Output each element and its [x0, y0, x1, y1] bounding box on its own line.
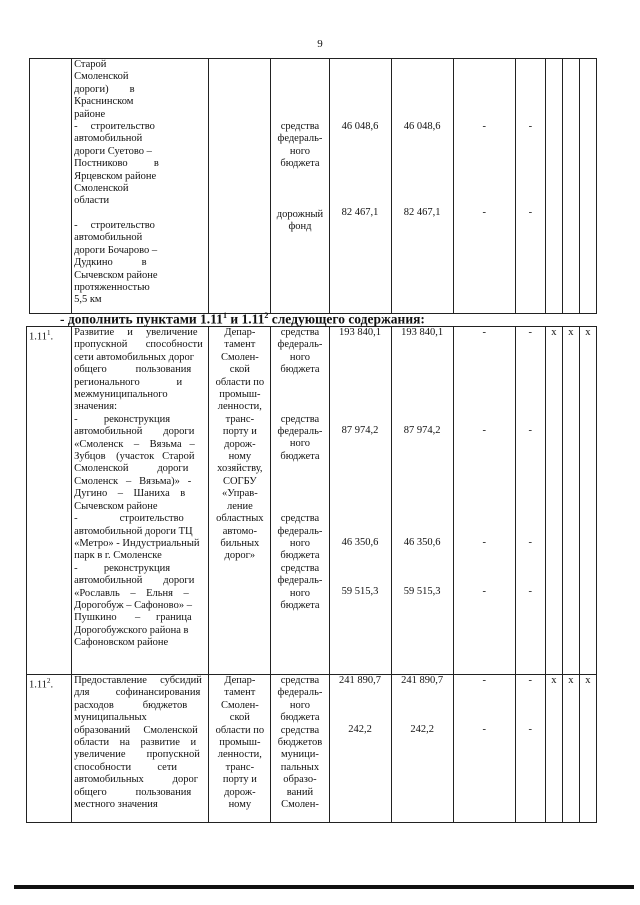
source-line: бюджета: [280, 550, 320, 562]
executor-line: порту и: [222, 774, 257, 786]
desc-line: Пушкино – граница: [74, 612, 192, 624]
desc-line: пропускной способности: [74, 339, 203, 351]
desc-line: автомобильной дороги: [74, 575, 195, 587]
source-line: федераль-: [277, 575, 323, 587]
heading-text: следующего содержания:: [268, 311, 425, 327]
desc-line: общего пользования: [74, 364, 192, 376]
executor-line: «Управ-: [221, 488, 258, 500]
dash-text: -: [528, 207, 533, 219]
desc-line: Дорогобужского района в: [74, 624, 189, 636]
desc-line: Сычевском районе: [74, 269, 158, 281]
source-line: фонд: [288, 221, 312, 233]
source-line: средства: [280, 513, 320, 525]
desc-line: Смоленской дороги: [74, 463, 189, 475]
executor-line: ленности,: [217, 749, 262, 761]
dash-text: -: [482, 724, 486, 736]
source-line: бюджета: [280, 364, 320, 376]
source-line: ного: [289, 587, 311, 599]
x-mark-cell: x: [562, 675, 579, 823]
desc-line: Сычевском районе: [74, 500, 158, 512]
x-mark-cell: x: [562, 327, 579, 675]
executor-line: ление: [226, 500, 253, 512]
heading-sup: 2: [264, 311, 269, 320]
desc-line: 5,5 км: [74, 294, 102, 306]
continued-table: [29, 58, 597, 314]
value-text: 87 974,2: [341, 425, 379, 437]
dash-cell: [453, 675, 515, 823]
desc-line: муниципальных: [74, 712, 147, 724]
value-text: 82 467,1: [403, 207, 441, 219]
desc-line: - строительство: [74, 219, 155, 231]
desc-line: протяженностью: [74, 281, 150, 293]
page-number: 9: [317, 38, 323, 50]
dash-text: -: [528, 724, 533, 736]
item-number-text: 1.11: [29, 331, 47, 343]
value-text: 82 467,1: [341, 207, 379, 219]
description-cell: [72, 675, 209, 823]
dash-text: -: [482, 207, 487, 219]
empty-cell: [545, 59, 562, 314]
dash-text: -: [528, 536, 533, 548]
executor-line: области по: [215, 376, 265, 388]
x-mark-cell: x: [579, 675, 596, 823]
source-line: ного: [289, 699, 311, 711]
source-line: средства: [280, 675, 320, 686]
value-text: 241 890,7: [339, 675, 382, 686]
dash-cell: [515, 327, 545, 675]
dash-text: -: [528, 586, 533, 598]
desc-line: - строительство: [74, 121, 155, 133]
value-text: 242,2: [348, 724, 372, 736]
executor-cell: [209, 327, 271, 675]
desc-line: значения:: [74, 401, 118, 413]
executor-line: СОГБУ: [222, 475, 257, 487]
source-line: бюджета: [280, 600, 320, 612]
executor-line: промыш-: [219, 737, 261, 749]
desc-line: Ярцевском районе: [74, 170, 157, 182]
value-text: 242,2: [410, 724, 434, 736]
table-row: [27, 327, 597, 675]
description-cell: [72, 327, 209, 675]
dash-text: -: [528, 121, 533, 132]
desc-line: автомобильной: [74, 232, 143, 244]
executor-line: хозяйству,: [217, 463, 263, 475]
desc-line: сети автомобильных дорог: [74, 351, 195, 363]
item-number-text: 1.11: [29, 679, 47, 691]
desc-line: Зубцов (участок Старой: [74, 451, 195, 463]
source-line: ного: [289, 145, 311, 157]
source-cell: [271, 327, 329, 675]
source-line: средства: [280, 327, 320, 338]
desc-line: автомобильной дороги: [74, 426, 195, 438]
desc-line: - реконструкция: [74, 562, 171, 574]
source-line: средства: [280, 562, 320, 574]
desc-line: «Смоленск – Вязьма –: [74, 438, 195, 450]
desc-line: «Метро» - Индустриальный: [74, 537, 200, 549]
dash-text: -: [528, 327, 533, 338]
executor-line: тамент: [224, 339, 256, 351]
desc-line: «Рославль – Ельня –: [74, 587, 189, 599]
dash-cell: [453, 327, 515, 675]
desc-line: для софинансирования: [74, 687, 201, 699]
value-cell: [391, 675, 453, 823]
desc-line: - строительство: [74, 513, 184, 525]
dash-cell: [515, 675, 545, 823]
heading-text: - дополнить пунктами 1.11: [60, 311, 223, 327]
executor-line: транс-: [225, 413, 255, 425]
source-line: бюджета: [280, 712, 320, 724]
value-text: 46 350,6: [403, 536, 441, 548]
description-cell: [72, 59, 209, 314]
value-cell: [329, 327, 391, 675]
executor-line: автомо-: [222, 525, 257, 537]
number-cell: [30, 59, 72, 314]
value-text: 59 515,3: [403, 586, 441, 598]
desc-line: Смоленской: [74, 71, 129, 83]
source-cell: [271, 675, 329, 823]
desc-line: автомобильной дороги ТЦ: [74, 525, 193, 537]
executor-line: дорож-: [224, 438, 256, 450]
source-cell: [271, 59, 329, 314]
source-line: пальных: [280, 761, 320, 773]
source-line: средства: [280, 413, 320, 425]
dash-cell: [453, 59, 515, 314]
executor-line: промыш-: [219, 389, 261, 401]
value-text: 241 890,7: [401, 675, 444, 686]
desc-line: Смоленской: [74, 183, 129, 195]
source-line: образо-: [283, 774, 317, 786]
executor-line: Депар-: [224, 327, 256, 338]
desc-line: Постниково в: [74, 158, 159, 170]
desc-line: общего пользования: [74, 786, 192, 798]
source-line: средства: [280, 121, 320, 132]
desc-line: регионального и: [74, 376, 183, 388]
value-cell: [329, 59, 391, 314]
desc-line: Дугино – Шаниха в: [74, 488, 186, 500]
dash-text: -: [482, 121, 487, 132]
desc-line: области на развитие и: [74, 737, 197, 749]
value-text: 46 350,6: [341, 536, 379, 548]
source-line: ваний: [286, 786, 314, 798]
table-row: [27, 675, 597, 823]
desc-line: районе: [74, 108, 106, 120]
source-line: Смолен-: [281, 799, 319, 811]
desc-line: Предоставление субсидий: [74, 675, 202, 686]
dash-text: -: [482, 327, 486, 338]
dash-cell: [515, 59, 545, 314]
value-text: 46 048,6: [341, 121, 379, 132]
executor-line: бильных: [220, 537, 260, 549]
desc-line: Дудкино в: [74, 257, 147, 269]
executor-line: областных: [216, 513, 264, 525]
executor-line: дорог»: [224, 550, 256, 562]
empty-cell: [562, 59, 579, 314]
executor-line: порту и: [222, 426, 257, 438]
source-line: бюджета: [280, 450, 320, 462]
source-line: ного: [289, 538, 311, 550]
desc-line: Смоленск – Вязьма)» -: [74, 475, 192, 487]
heading-sup: 1: [222, 311, 227, 320]
x-mark-cell: x: [579, 327, 596, 675]
dash-text: -: [528, 425, 533, 437]
source-line: бюджетов: [277, 737, 323, 749]
source-line: федераль-: [277, 687, 323, 699]
desc-line: - реконструкция: [74, 413, 171, 425]
desc-line: дороги Суетово –: [74, 145, 152, 157]
desc-line: автомобильной: [74, 133, 143, 145]
bottom-rule: [14, 885, 634, 889]
desc-line: области: [74, 195, 110, 207]
dash-text: -: [482, 536, 486, 548]
value-text: 87 974,2: [403, 425, 441, 437]
heading-text: и 1.11: [226, 311, 265, 327]
desc-line: образований Смоленской: [74, 724, 198, 736]
executor-line: ному: [228, 451, 252, 463]
source-line: федераль-: [277, 339, 323, 351]
value-text: 193 840,1: [339, 327, 382, 338]
item-number: 1.11$^2$.: [27, 675, 72, 823]
executor-line: Смолен-: [220, 699, 259, 711]
desc-line: Сафоновском районе: [74, 637, 169, 649]
desc-line: парк в г. Смоленске: [74, 550, 162, 562]
executor-line: ленности,: [217, 401, 262, 413]
desc-line: дороги) в: [74, 83, 135, 95]
source-line: ного: [289, 438, 311, 450]
desc-line: дороги Бочарово –: [74, 244, 158, 256]
source-line: федераль-: [277, 426, 323, 438]
executor-line: Депар-: [224, 675, 256, 686]
executor-cell: [209, 59, 271, 314]
desc-line: автомобильных дорог: [74, 774, 199, 786]
dash-text: -: [482, 425, 486, 437]
source-line: дорожный: [276, 208, 324, 220]
value-cell: [391, 327, 453, 675]
x-mark-cell: x: [545, 675, 562, 823]
desc-line: Дорогобуж – Сафоново» –: [74, 599, 192, 611]
desc-line: Старой: [74, 59, 107, 70]
value-text: 193 840,1: [401, 327, 444, 338]
empty-cell: [579, 59, 596, 314]
desc-line: Краснинском: [74, 96, 134, 108]
desc-line: способности сети: [74, 761, 178, 773]
item-number-sup: 1: [47, 329, 51, 337]
desc-line: расходов бюджетов: [74, 699, 188, 711]
desc-line: межмуниципального: [74, 389, 168, 401]
executor-line: области по: [215, 724, 265, 736]
executor-line: тамент: [224, 687, 256, 699]
value-text: 46 048,6: [403, 121, 441, 132]
dash-text: -: [528, 675, 533, 686]
executor-line: Смолен-: [220, 351, 259, 363]
item-number: 1.11$^1$.: [27, 327, 72, 675]
source-line: бюджета: [280, 158, 320, 170]
item-number-sup: 2: [47, 677, 51, 685]
executor-line: ской: [229, 364, 250, 376]
source-line: федераль-: [277, 525, 323, 537]
source-line: муници-: [281, 749, 319, 761]
new-items-table: [26, 326, 597, 823]
desc-line: местного значения: [74, 799, 158, 811]
executor-line: дорож-: [224, 786, 256, 798]
source-line: федераль-: [277, 133, 323, 145]
value-cell: [329, 675, 391, 823]
table-row: [30, 59, 597, 314]
executor-line: ному: [228, 799, 252, 811]
source-line: средства: [280, 724, 320, 736]
executor-line: транс-: [225, 761, 255, 773]
source-line: ного: [289, 351, 311, 363]
x-mark-cell: x: [545, 327, 562, 675]
executor-cell: [209, 675, 271, 823]
dash-text: -: [482, 675, 486, 686]
desc-line: увеличение пропускной: [74, 749, 200, 761]
dash-text: -: [482, 586, 486, 598]
desc-line: Развитие и увеличение: [74, 327, 198, 338]
executor-line: ской: [229, 712, 250, 724]
value-cell: [391, 59, 453, 314]
value-text: 59 515,3: [341, 586, 379, 598]
